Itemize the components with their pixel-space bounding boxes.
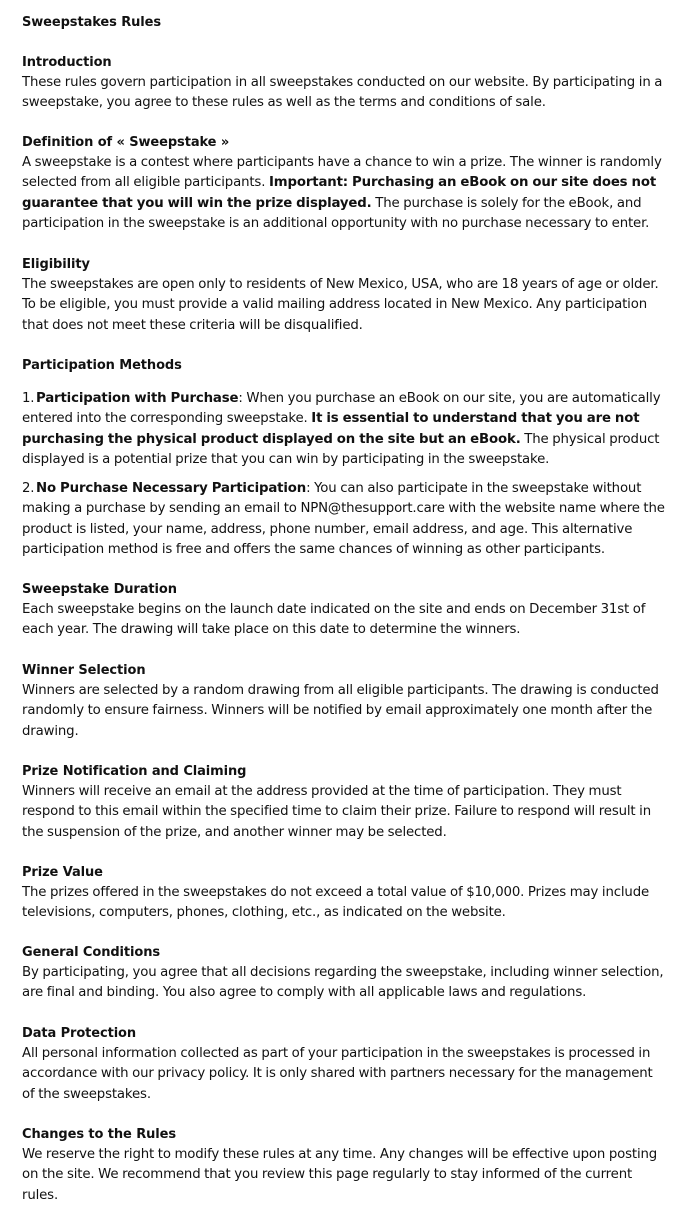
text-segment: The purchase is solely for the eBook, and participation in the sweepstake is an additional opportunity with no purchase necessary to enter. xyxy=(22,195,650,231)
text-segment: : When you purchase an eBook on our site, you are automatically entered into the corresponding sweepstake. xyxy=(22,391,661,427)
section-text: The prizes offered in the sweepstakes do not exceed a total value of $10,000. Prizes may include televisions, computers, phones, clothing, etc., as indicated on the website. xyxy=(22,885,650,921)
text-segment: : You can also participate in the sweepstake without making a purchase by sending an email to NPN@thesupport.care with the website name where the product is listed, your name, address, phone number, email address, and age. This alternative participation method is free and offers the same chances of winning as other participants. xyxy=(22,481,665,557)
section-text: By participating, you agree that all decisions regarding the sweepstake, including winner selection, are final and binding. You also agree to comply with all applicable laws and regulations. xyxy=(22,965,664,1001)
section-prize-value xyxy=(22,863,667,924)
section-duration xyxy=(22,580,667,641)
section-winner-selection xyxy=(22,661,667,742)
section-heading: Prize Notification and Claiming xyxy=(22,764,247,779)
section-heading: Prize Value xyxy=(22,865,103,880)
section-heading: Eligibility xyxy=(22,257,90,272)
section-text: Each sweepstake begins on the launch date indicated on the site and ends on December 31st of each year. The drawing will take place on this date to determine the winners. xyxy=(22,602,646,638)
section-heading: Changes to the Rules xyxy=(22,1127,176,1142)
page-title: Sweepstakes Rules xyxy=(22,15,161,30)
section-text: The sweepstakes are open only to residents of New Mexico, USA, who are 18 years of age or older. To be eligible, you must provide a valid mailing address located in New Mexico. Any participation that does not meet these criteria will be disqualified. xyxy=(22,277,659,333)
section-heading: Participation Methods xyxy=(22,358,182,373)
section-heading: Winner Selection xyxy=(22,663,146,678)
important-notice: Important: Purchasing an eBook on our site does not guarantee that you will win the prize displayed. xyxy=(22,175,657,211)
participation-method-2 xyxy=(22,479,667,560)
list-number: 2. xyxy=(22,481,35,496)
list-item xyxy=(22,389,667,470)
list-number: 1. xyxy=(22,391,35,406)
section-text: All personal information collected as part of your participation in the sweepstakes is processed in accordance with our privacy policy. It is only shared with partners necessary for the management of the sweepstakes. xyxy=(22,1046,653,1102)
section-heading: Sweepstake Duration xyxy=(22,582,177,597)
important-notice: It is essential to understand that you are not purchasing the physical product displayed on the site but an eBook. xyxy=(22,411,640,447)
section-data-protection xyxy=(22,1024,667,1105)
section-text: We reserve the right to modify these rules at any time. Any changes will be effective upon posting on the site. We recommend that you review this page regularly to stay informed of the current rules. xyxy=(22,1147,658,1203)
participation-method-1 xyxy=(22,389,667,470)
list-label: Participation with Purchase xyxy=(36,391,239,406)
section-definition xyxy=(22,133,667,234)
section-text: Winners will receive an email at the address provided at the time of participation. They must respond to this email within the specified time to claim their prize. Failure to respond will result in the suspension of the prize, and another winner may be selected. xyxy=(22,784,651,840)
section-heading: General Conditions xyxy=(22,945,161,960)
section-text: These rules govern participation in all sweepstakes conducted on our website. By participating in a sweepstake, you agree to these rules as well as the terms and conditions of sale. xyxy=(22,75,663,111)
section-prize-notification xyxy=(22,762,667,843)
text-segment: A sweepstake is a contest where participants have a chance to win a prize. The winner is randomly selected from all eligible participants. xyxy=(22,155,662,191)
section-heading: Data Protection xyxy=(22,1026,137,1041)
section-introduction xyxy=(22,53,667,114)
section-changes xyxy=(22,1125,667,1206)
section-general-conditions xyxy=(22,943,667,1004)
list-label: No Purchase Necessary Participation xyxy=(36,481,307,496)
section-eligibility xyxy=(22,255,667,336)
text-segment: The physical product displayed is a potential prize that you can win by participating in the sweepstake. xyxy=(22,431,660,467)
section-text: Winners are selected by a random drawing from all eligible participants. The drawing is conducted randomly to ensure fairness. Winners will be notified by email approximately one month after the drawing. xyxy=(22,683,659,739)
section-heading: Introduction xyxy=(22,55,112,70)
section-participation-methods xyxy=(22,356,667,376)
section-text xyxy=(22,153,667,234)
list-item xyxy=(22,479,667,560)
section-heading: Definition of « Sweepstake » xyxy=(22,135,230,150)
